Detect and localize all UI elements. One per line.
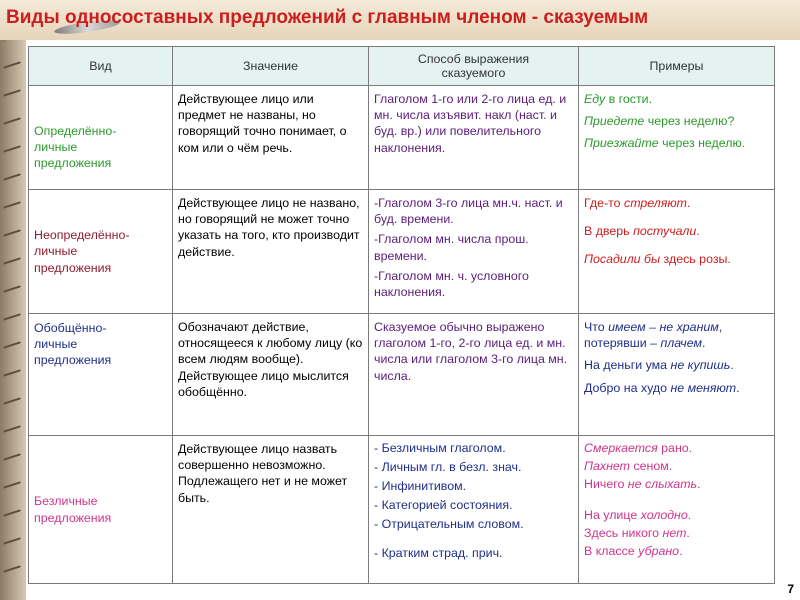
method-text: - Безличным глаголом. [374, 441, 506, 455]
row-type-cell [29, 314, 173, 436]
example-text: . [687, 508, 692, 522]
example-sentence [584, 357, 769, 373]
example-sentence [584, 544, 769, 559]
example-predicate: плачем [660, 336, 702, 351]
example-text: В классе [584, 544, 639, 558]
binding-mark [3, 481, 21, 488]
meaning-text: Обозначают действие, относящееся к любому лицу (ко всем людям вообще). Действующее лицо мыслится обобщённо. [178, 320, 363, 399]
example-predicate: холодно [640, 508, 688, 522]
method-text: -Глаголом 3-го лица мн.ч. наст. и буд. времени. [374, 196, 563, 227]
header-type [29, 47, 173, 86]
example-predicate: не слыхать [627, 477, 698, 491]
binding-mark [3, 565, 21, 572]
meaning-cell [173, 190, 369, 314]
binding-mark [3, 509, 21, 516]
example-predicate: Еду [584, 92, 606, 106]
page-title: Виды односоставных предложений с главным членом - сказуемым [6, 7, 649, 28]
type-label: предложения [34, 156, 112, 171]
type-label: личные [34, 244, 78, 259]
example-predicate: нет [662, 526, 687, 540]
method-text: Сказуемое обычно выражено глаголом 1-го, 2-го лица ед. и мн. числа или глаголом 3-го лица мн. числа. [374, 320, 568, 383]
method-text: - Кратким страд. прич. [374, 546, 503, 560]
decorative-left-strip [0, 0, 26, 600]
example-text: через неделю. [658, 136, 746, 151]
row-type-cell [29, 86, 173, 190]
row-type-cell [29, 190, 173, 314]
table-row [29, 190, 775, 314]
binding-mark [3, 537, 21, 544]
header-type-label: Вид [89, 59, 112, 73]
method-cell [369, 190, 579, 314]
example-sentence [584, 319, 769, 351]
example-predicate: Пахнет [584, 459, 630, 473]
header-meaning [173, 47, 369, 86]
method-text: - Отрицательным словом. [374, 517, 524, 531]
binding-mark [3, 89, 21, 96]
type-label: Безличные [34, 494, 98, 509]
method-text: - Личным гл. в безл. знач. [374, 460, 522, 474]
binding-mark [3, 257, 21, 264]
binding-mark [3, 145, 21, 152]
example-text: через неделю? [644, 114, 735, 129]
examples-cell [579, 314, 775, 436]
header-method [369, 47, 579, 86]
example-text: , потерявши – [584, 320, 723, 351]
type-label: Определённо- [34, 123, 117, 138]
example-text: На улице [584, 508, 641, 522]
examples-cell [579, 86, 775, 190]
example-sentence [584, 251, 769, 267]
example-sentence [584, 459, 769, 474]
title-bar [0, 0, 800, 40]
row-type-cell [29, 436, 173, 584]
type-label: личные [34, 139, 78, 154]
example-predicate: Посадили бы [584, 252, 661, 267]
example-sentence [584, 526, 769, 541]
header-method-label-1: Способ выражения [417, 52, 530, 66]
example-text: На деньги ума [584, 358, 671, 373]
meaning-text: Действующее лицо или предмет не названы, но говорящий точно понимает, о ком или о чём речь. [178, 92, 347, 155]
table-row [29, 436, 775, 584]
example-text: Ничего [584, 477, 628, 491]
example-text: Добро на худо [584, 380, 671, 395]
example-predicate: Приедете [584, 114, 645, 129]
example-text: В дверь [584, 224, 634, 239]
type-label: личные [34, 337, 78, 352]
example-predicate: не купишь [670, 358, 731, 373]
binding-mark [3, 285, 21, 292]
meaning-text: Действующее лицо не названо, но говорящий не может точно указать на того, кто производит действие. [178, 196, 360, 259]
header-method-label-2: сказуемого [441, 66, 506, 80]
method-text: Глаголом 1-го или 2-го лица ед. и мн. числа изъявит. накл (наст. и буд. вр.) или повелительного наклонения. [374, 92, 567, 155]
example-predicate: постучали [633, 224, 697, 239]
binding-mark [3, 61, 21, 68]
binding-mark [3, 229, 21, 236]
table-row [29, 86, 775, 190]
header-meaning-label: Значение [243, 59, 298, 73]
example-text: Где-то [584, 196, 624, 210]
example-predicate: Смеркается [584, 441, 658, 455]
example-sentence [584, 223, 769, 239]
binding-mark [3, 173, 21, 180]
binding-mark [3, 369, 21, 376]
example-predicate: не меняют [670, 380, 737, 395]
method-text: - Категорией состояния. [374, 498, 513, 512]
binding-mark [3, 425, 21, 432]
example-text: . [687, 196, 691, 210]
example-sentence [584, 508, 769, 523]
example-sentence [584, 91, 769, 107]
type-label: Обобщённо- [34, 321, 107, 335]
example-sentence [584, 135, 769, 151]
example-sentence [584, 380, 769, 396]
type-label: Неопределённо- [34, 228, 130, 243]
example-text: рано. [657, 441, 693, 455]
examples-cell [579, 190, 775, 314]
type-label: предложения [34, 260, 112, 275]
meaning-text: Действующее лицо назвать совершенно невозможно. Подлежащего нет и не может быть. [178, 442, 348, 505]
type-label: предложения [34, 510, 112, 525]
method-text: - Инфинитивом. [374, 479, 467, 493]
example-predicate: Приезжайте [584, 136, 659, 151]
meaning-cell [173, 86, 369, 190]
header-examples-label: Примеры [649, 59, 704, 73]
example-text: сеном. [629, 459, 673, 473]
example-text: . [736, 380, 740, 395]
example-text: . [701, 336, 706, 351]
table-row [29, 314, 775, 436]
example-text: . [697, 477, 701, 491]
method-text: -Глаголом мн. ч. условного наклонения. [374, 268, 529, 300]
examples-cell [579, 436, 775, 584]
header-examples [579, 47, 775, 86]
example-sentence [584, 477, 769, 492]
example-text: . [696, 224, 700, 239]
binding-mark [3, 201, 21, 208]
method-cell [369, 436, 579, 584]
meaning-cell [173, 436, 369, 584]
example-text: . [730, 358, 734, 373]
example-predicate: убрано [638, 544, 680, 558]
table-header-row [29, 47, 775, 86]
binding-mark [3, 341, 21, 348]
example-text: Что [584, 320, 609, 334]
example-text: . [679, 544, 683, 558]
binding-mark [3, 397, 21, 404]
method-cell [369, 314, 579, 436]
page-number: 7 [787, 582, 794, 596]
example-sentence [584, 195, 769, 211]
example-predicate: имеем – не храним [608, 320, 719, 334]
example-predicate: стреляют [624, 196, 687, 210]
binding-mark [3, 117, 21, 124]
binding-mark [3, 453, 21, 460]
example-sentence [584, 441, 769, 456]
type-label: предложения [34, 353, 112, 368]
example-text: в гости. [605, 92, 653, 106]
example-sentence [584, 113, 769, 129]
binding-mark [3, 313, 21, 320]
example-text: . [686, 526, 690, 540]
method-cell [369, 86, 579, 190]
method-text: -Глаголом мн. числа прош. времени. [374, 232, 529, 263]
sentence-types-table [28, 46, 775, 584]
example-text: здесь розы. [660, 252, 731, 267]
meaning-cell [173, 314, 369, 436]
example-text: Здесь никого [584, 526, 663, 540]
